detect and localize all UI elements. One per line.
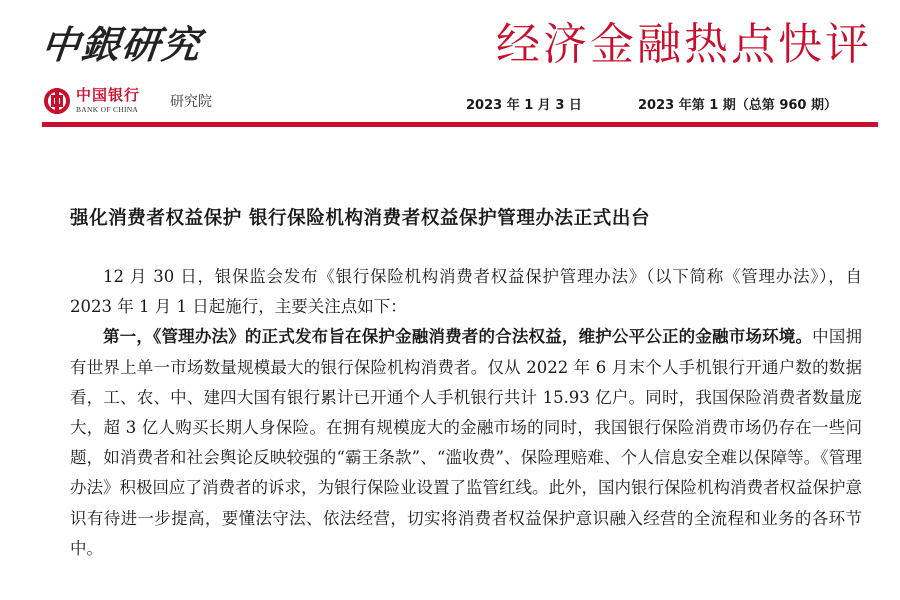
report-series-title: 经济金融热点快评 [496, 19, 872, 70]
point-one-text: 中国拥有世界上单一市场数量规模最大的银行保险机构消费者。仅从 2022 年 6 月末个人手机银行开通户数的数据看，工、农、中、建四大国有银行累计已开通个人手机银行共计 15.93 亿户。同时，我国保险消费者数量庞大，超 3 亿人购买长期人身保险。在拥有规模庞大的金融市场的同时，我国银行保险消费市场仍存在一些问题，如消费者和社会舆论反映较强的“霸王条款”、“滥收费”、保险理赔难、个人信息安全难以保障等。《管理办法》积极回应了消费者的诉求，为银行保险业设置了监管红线。此外，国内银行保险机构消费者权益保护意识有待进一步提高，要懂法守法、依法经营，切实将消费者权益保护意识融入经营的全流程和业务的各环节中。 [70, 327, 863, 558]
boc-research-calligraphy-logo: 中銀研究 [39, 22, 205, 67]
bank-name-en: BANK OF CHINA [76, 105, 139, 115]
article-title: 强化消费者权益保护 银行保险机构消费者权益保护管理办法正式出台 [70, 208, 651, 230]
report-header [0, 0, 900, 135]
bank-name-cn: 中国银行 [76, 86, 141, 105]
issue-date: 2023 年 1 月 3 日 [466, 98, 582, 113]
point-one-paragraph [70, 322, 862, 564]
bank-logo [44, 88, 212, 114]
article-body [70, 262, 862, 564]
institute-label: 研究院 [170, 94, 213, 110]
boc-emblem-icon [44, 88, 70, 114]
header-divider [42, 122, 878, 127]
intro-paragraph: 12 月 30 日，银保监会发布《银行保险机构消费者权益保护管理办法》（以下简称《管理办法》），自 2023 年 1 月 1 日起施行，主要关注点如下： [70, 267, 862, 317]
issue-number: 2023 年第 1 期（总第 960 期） [638, 98, 837, 113]
bank-name-group [76, 88, 140, 114]
point-one-lead: 第一，《管理办法》的正式发布旨在保护金融消费者的合法权益，维护公平公正的金融市场环境。 [103, 327, 813, 347]
